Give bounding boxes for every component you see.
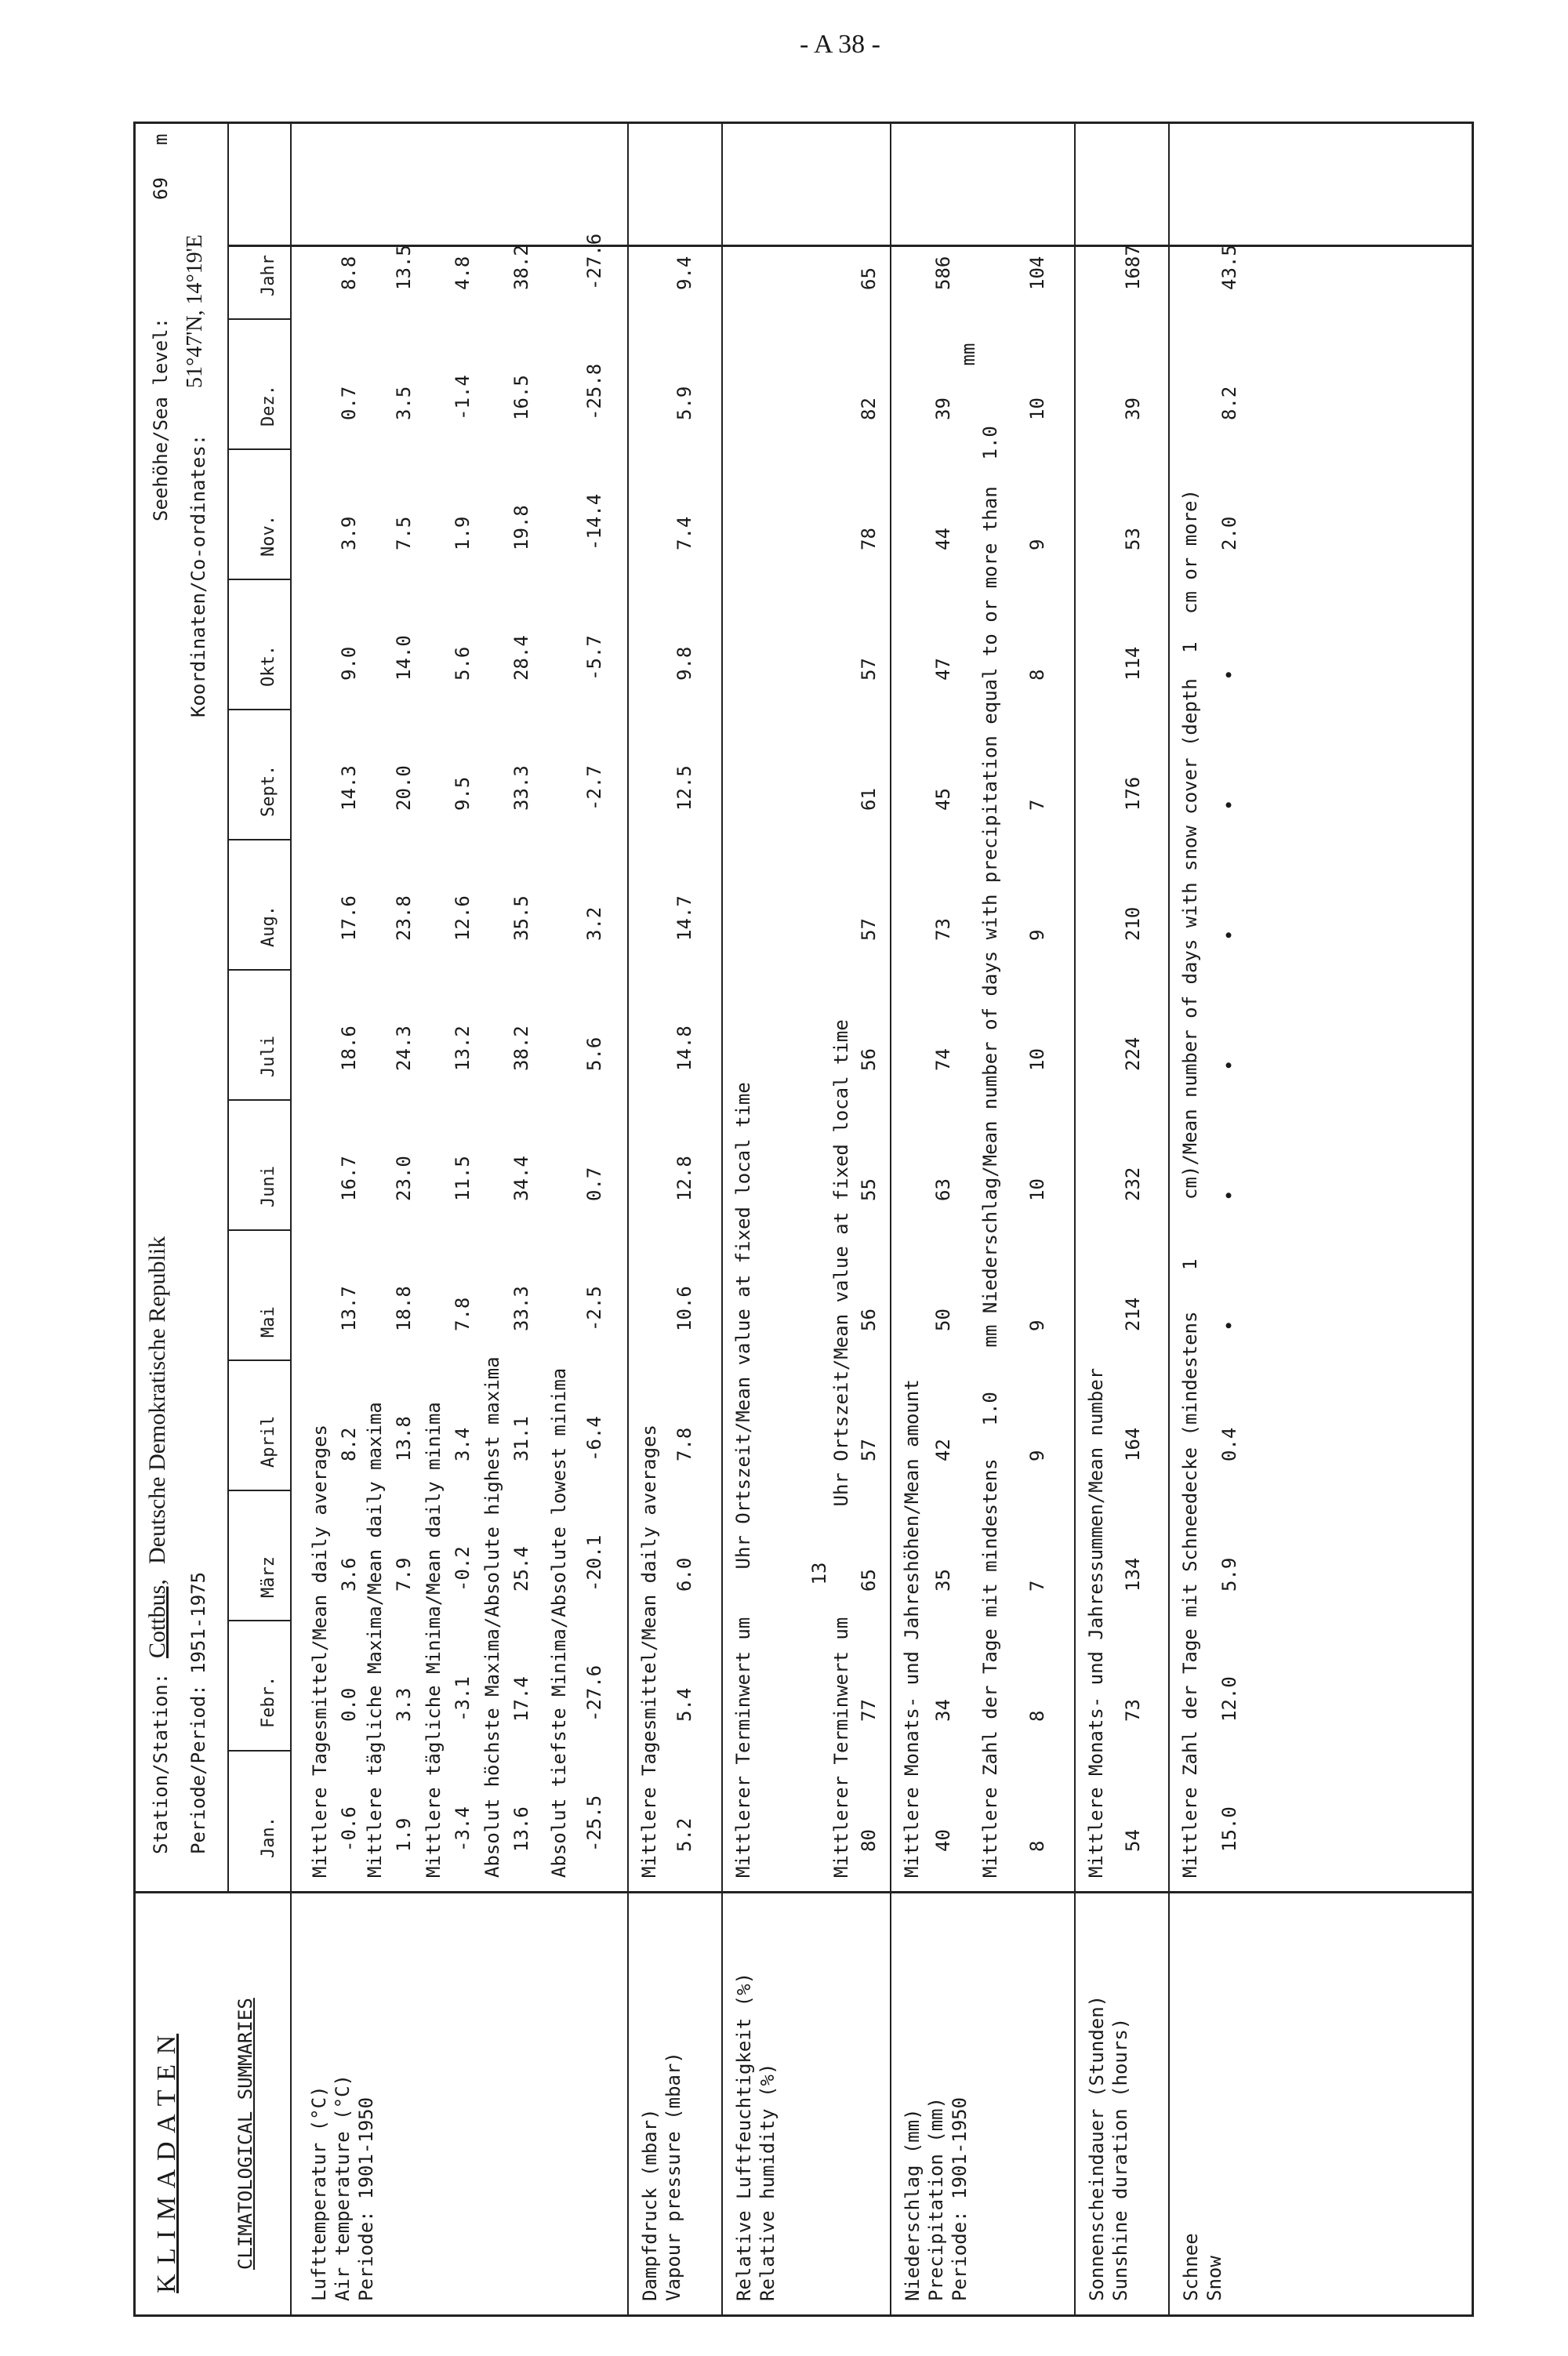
table-cell: 13.7 [338,1286,360,1331]
table-cell: -1.4 [452,375,474,420]
section-label-line: Periode: 1901-1950 [355,2096,377,2301]
table-cell: -5.7 [583,635,605,681]
table-cell: 3.5 [393,386,415,420]
table-cell: 42 [932,1439,954,1461]
table-cell: 50 [932,1309,954,1331]
table-cell: 10 [1026,398,1048,420]
table-cell: -14.4 [583,493,605,550]
table-cell: -2.7 [583,765,605,811]
month-header: Mai [259,1306,278,1338]
row-label: Mittlere Tagesmittel/Mean daily averages [309,1425,331,1878]
row-label: Mittlere Zahl der Tage mit mindestens [979,1458,1001,1878]
table-cell: 33.3 [510,1286,532,1331]
table-cell: 1.9 [393,1817,415,1852]
table-cell: 7.8 [452,1297,474,1331]
table-cell: 65 [858,267,880,290]
month-header: Sept. [259,764,278,817]
row-label: Absolut tiefste Minima/Absolute lowest minima [548,1367,570,1878]
table-cell: 39 [1122,398,1144,420]
table-cell: 8 [1026,1710,1048,1722]
table-cell: 5.2 [673,1817,695,1852]
table-cell: 9.5 [452,776,474,811]
month-header: Nov. [259,515,278,557]
table-cell: 53 [1122,528,1144,550]
table-cell: 1687 [1122,245,1144,290]
section-label-line: Periode: 1901-1950 [949,2096,971,2301]
table-cell: 4.8 [452,256,474,290]
table-cell: 5.6 [583,1036,605,1071]
table-cell: 40 [932,1829,954,1852]
table-cell: 80 [858,1829,880,1852]
station-label: Station/Station: [150,1672,172,1854]
table-cell: 0.4 [1218,1427,1240,1461]
table-cell: 13.5 [393,245,415,290]
month-header: März [259,1556,278,1598]
section-label-line: Air temperature (°C) [332,2075,354,2301]
table-cell: 9 [1026,929,1048,941]
month-header: Dez. [259,385,278,427]
table-cell: 5.4 [673,1687,695,1722]
table-cell: 14.0 [393,635,415,681]
row-label: Mittlerer Terminwert um [732,1617,754,1878]
table-cell: 176 [1122,776,1144,811]
table-cell: • [1218,929,1240,941]
table-cell: 19.8 [510,505,532,550]
table-cell: 18.8 [393,1286,415,1331]
table-cell: 5.9 [673,386,695,420]
table-cell: -27.6 [583,1664,605,1722]
table-cell: 57 [858,918,880,941]
row-label-cont: cm)/Mean number of days with snow cover (depth [1179,678,1201,1200]
table-cell: 7.4 [673,516,695,550]
table-cell: 134 [1122,1557,1144,1592]
elevation-value: 69 [150,177,172,200]
section-label-line: Precipitation (mm) [925,2096,947,2301]
table-cell: 10 [1026,1178,1048,1201]
table-cell: 34 [932,1699,954,1722]
table-cell: 54 [1122,1829,1144,1852]
table-cell: 77 [858,1699,880,1722]
table-cell: 16.5 [510,375,532,420]
table-cell: • [1218,1320,1240,1331]
table-cell: 14.3 [338,765,360,811]
table-cell: -2.5 [583,1286,605,1331]
month-header: Aug. [259,906,278,947]
table-cell: 35.5 [510,895,532,941]
period-label: Periode/Period: [187,1684,209,1854]
table-cell: 12.5 [673,765,695,811]
table-cell: 25.4 [510,1546,532,1592]
table-cell: 12.6 [452,895,474,941]
row-depth: 1 [1179,641,1201,653]
table-cell: 43.5 [1218,245,1240,290]
table-cell: 9 [1026,539,1048,550]
station-name: Cottbus, [144,1579,170,1658]
table-cell: 24.3 [393,1026,415,1071]
table-cell: 8 [1026,669,1048,681]
row-label-cont: Uhr Ortszeit/Mean value at fixed local time [732,1082,754,1570]
table-cell: 44 [932,528,954,550]
row-label: Mittlere tägliche Minima/Mean daily minima [423,1402,445,1878]
table-cell: 586 [932,256,954,290]
table-cell: 224 [1122,1036,1144,1071]
row-hour: 13 [808,1562,830,1585]
table-cell: -25.5 [583,1795,605,1852]
table-cell: 10.6 [673,1286,695,1331]
table-cell: 57 [858,658,880,681]
table-cell: 82 [858,398,880,420]
table-cell: 28.4 [510,635,532,681]
table-cell: 23.8 [393,895,415,941]
table-cell: • [1218,1189,1240,1201]
table-cell: -0.2 [452,1546,474,1592]
table-cell: 8.2 [1218,386,1240,420]
table-cell: 12.8 [673,1156,695,1201]
month-header: Juni [259,1166,278,1207]
table-cell: 65 [858,1569,880,1592]
table-cell: 11.5 [452,1156,474,1201]
table-cell: 104 [1026,256,1048,290]
coords-label: Koordinaten/Co-ordinates: [187,434,209,717]
table-cell: 6.0 [673,1557,695,1592]
table-cell: 9 [1026,1450,1048,1461]
coords-value: 51°47'N, 14°19'E [183,234,207,388]
month-header: Jan. [259,1817,278,1858]
table-cell: 9.8 [673,646,695,681]
table-cell: 210 [1122,906,1144,941]
section-label-line: Vapour pressure (mbar) [662,2052,684,2301]
table-cell: -3.4 [452,1806,474,1852]
row-label: Mittlere Zahl der Tage mit Schneedecke (mindestens [1179,1311,1201,1878]
table-cell: 13.8 [393,1416,415,1461]
table-cell: 7.5 [393,516,415,550]
table-cell: -6.4 [583,1416,605,1461]
climate-title: K L I M A D A T E N [152,2033,181,2293]
section-label-line: Sonnenscheindauer (Stunden) [1086,1995,1108,2301]
table-cell: 33.3 [510,765,532,811]
table-cell: 3.6 [338,1557,360,1592]
table-cell: 8.2 [338,1427,360,1461]
climate-table [133,122,1474,2317]
table-cell: 3.4 [452,1427,474,1461]
row-label-cont: Uhr Ortszeit/Mean value at fixed local time [830,1019,852,1507]
elevation-label: Seehöhe/Sea level: [150,317,172,521]
month-header: Okt. [259,645,278,687]
table-cell: 73 [932,918,954,941]
table-cell: 45 [932,788,954,811]
row-label-cont: cm or more) [1179,489,1201,614]
table-cell: 2.0 [1218,516,1240,550]
table-cell: 9 [1026,1320,1048,1331]
table-cell: 3.3 [393,1687,415,1722]
section-label-line: Schnee [1180,2233,1202,2301]
table-cell: -20.1 [583,1534,605,1592]
table-cell: 9.4 [673,256,695,290]
section-label-line: Dampfdruck (mbar) [639,2108,661,2301]
table-cell: 5.9 [1218,1557,1240,1592]
table-cell: -27.6 [583,233,605,290]
table-cell: 114 [1122,646,1144,681]
table-cell: 7.8 [673,1427,695,1461]
month-header: April [259,1415,278,1468]
row-label: Mittlere Monats- und Jahressummen/Mean number [1085,1367,1107,1878]
elevation-unit: m [150,133,172,145]
table-cell: 63 [932,1178,954,1201]
table-cell: 3.9 [338,516,360,550]
row-label: Mittlere Tagesmittel/Mean daily averages [638,1425,660,1878]
table-cell: 14.7 [673,895,695,941]
table-cell: 35 [932,1569,954,1592]
table-cell: 31.1 [510,1416,532,1461]
table-cell: 13.6 [510,1806,532,1852]
table-cell: 61 [858,788,880,811]
row-label: Mittlerer Terminwert um [830,1617,852,1878]
table-cell: 1.9 [452,516,474,550]
section-label-line: Lufttemperatur (°C) [308,2086,330,2301]
table-cell: 8 [1026,1840,1048,1852]
table-cell: 34.4 [510,1156,532,1201]
period-value: 1951-1975 [187,1571,209,1674]
table-cell: 23.0 [393,1156,415,1201]
table-cell: -25.8 [583,363,605,420]
row-label-cont: mm Niederschlag/Mean number of days with precipitation equal to or more than [979,486,1001,1348]
table-cell: 39 [932,398,954,420]
section-label-line: Niederschlag (mm) [902,2108,924,2301]
table-cell: 38.2 [510,245,532,290]
row-label: Mittlere Monats- und Jahreshöhen/Mean amount [901,1379,923,1878]
table-cell: 15.0 [1218,1806,1240,1852]
table-cell: 232 [1122,1167,1144,1201]
station-country: Deutsche Demokratische Republik [144,1236,170,1564]
row-amount: 1.0 [979,1392,1001,1426]
table-cell: 38.2 [510,1026,532,1071]
table-cell: 3.2 [583,906,605,941]
section-label-line: Relative humidity (%) [757,2063,779,2301]
table-cell: 0.7 [338,386,360,420]
table-cell: 10 [1026,1048,1048,1071]
table-cell: • [1218,799,1240,811]
table-cell: 17.6 [338,895,360,941]
section-label-line: Relative Luftfeuchtigkeit (%) [733,1972,755,2301]
table-cell: 7 [1026,799,1048,811]
month-header: Febr. [259,1675,278,1728]
section-label-line: Sunshine duration (hours) [1109,2017,1131,2301]
table-cell: 214 [1122,1297,1144,1331]
table-cell: 13.2 [452,1026,474,1071]
climate-subtitle: CLIMATOLOGICAL SUMMARIES [234,1998,256,2270]
table-cell: 7 [1026,1580,1048,1592]
row-amount: 1.0 [979,426,1001,460]
table-cell: 73 [1122,1699,1144,1722]
table-cell: • [1218,669,1240,681]
row-label: Mittlere tägliche Maxima/Mean daily maxima [364,1402,386,1878]
table-cell: 5.6 [452,646,474,681]
table-cell: 55 [858,1178,880,1201]
table-cell: 12.0 [1218,1676,1240,1722]
table-cell: 78 [858,528,880,550]
row-label: Absolut höchste Maxima/Absolute highest maxima [481,1356,503,1878]
table-cell: 0.7 [583,1167,605,1201]
section-label-line: Snow [1203,2256,1225,2301]
table-cell: 17.4 [510,1676,532,1722]
table-cell: 9.0 [338,646,360,681]
table-cell: 8.8 [338,256,360,290]
table-cell: 14.8 [673,1026,695,1071]
table-cell: -3.1 [452,1676,474,1722]
table-cell: -0.6 [338,1806,360,1852]
row-depth: 1 [1179,1258,1201,1270]
table-cell: 57 [858,1439,880,1461]
table-cell: 47 [932,658,954,681]
month-header: Jahr [259,255,278,296]
table-cell: 56 [858,1309,880,1331]
table-cell: 16.7 [338,1156,360,1201]
month-header: Juli [259,1036,278,1077]
table-cell: 20.0 [393,765,415,811]
table-cell: • [1218,1059,1240,1071]
table-cell: 7.9 [393,1557,415,1592]
table-cell: 0.0 [338,1687,360,1722]
table-cell: 74 [932,1048,954,1071]
page-number: - A 38 - [800,30,880,59]
table-cell: 164 [1122,1427,1144,1461]
table-cell: 56 [858,1048,880,1071]
row-unit: mm [957,343,979,366]
table-cell: 18.6 [338,1026,360,1071]
